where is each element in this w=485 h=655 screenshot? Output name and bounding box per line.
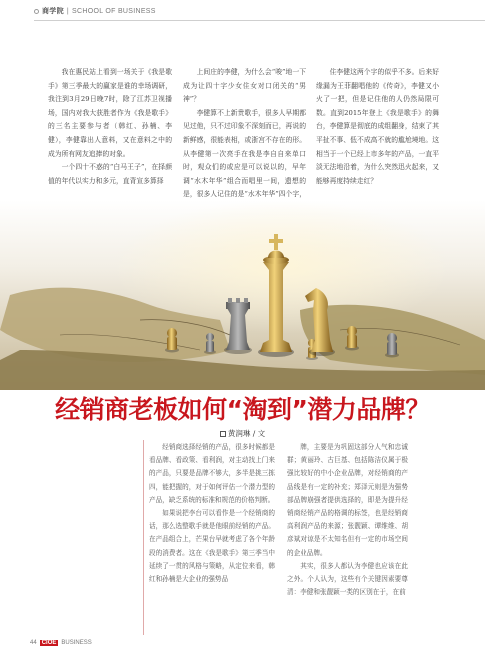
paragraph: 经销商选择经销的产品，很多时候都是看品牌、看政策、看利润，对主动找上门来的产品，只要是品牌不够大，多半是挑三拣四，能把握的，对于如何评估一个潜力型的产品，缺乏系统的标准和规范的价格判断。 <box>149 443 275 504</box>
square-bullet-icon <box>220 431 226 437</box>
paragraph: 其实，很多人都认为李健也应该在此之外。个人认为，这些有个关键因素要尊清：李健和张靓颖一类的区别在于，在前 <box>287 561 408 597</box>
page-footer <box>30 640 92 646</box>
section-label-en: SCHOOL OF BUSINESS <box>72 7 156 15</box>
paragraph: 上间庄的李健，为什么会“唆”地一下成为让四十字少女住女对口闭关的“男神”？ <box>183 68 306 104</box>
body-column-1 <box>149 441 275 586</box>
header-divider <box>34 20 485 21</box>
author-byline <box>0 428 485 439</box>
footer-text: BUSINESS <box>61 640 92 646</box>
section-label: 商学院 <box>42 8 64 15</box>
article-title: 经销商老板如何“淘到”潜力品牌？ <box>55 395 430 424</box>
intro-column-1 <box>48 66 172 188</box>
paragraph: 住李健这两个字的似乎不多。后来好缘漏为王菲翻唱他的《传奇》，李健又小火了一把，但是记住他的人仍然局限可数。直到2015年登上《我是歌手》的舞台，李健算是彻底的成组翻身，结束了其平扯不事、低不成高不就的尴尬境地。这相当于一个已经上市多年的产品，一直平淡无法地沿着，为什么突然迅火起来，又能够再度持续走红？ <box>316 68 439 185</box>
circle-bullet-icon <box>34 9 39 14</box>
author-name: 黄润琳 / 文 <box>227 429 266 438</box>
intro-column-3 <box>316 66 439 188</box>
paragraph: 如果说把李台可以看作是一个经销商的话，那么选整歌手就是他眼前经销的产品。在产品组合上，芒果台早就考虑了各个年龄段的消费者。这在《我是歌手》第三季当中延续了一贯的风格与策略，从定位来看，韩红和孙楠是大企业的强势品 <box>149 509 275 584</box>
intro-column-2 <box>183 66 306 216</box>
section-header <box>34 6 156 16</box>
paragraph: 我在惠民站上看到一场关于《我是歌手》第三季最大的赢家是谁的幸场调研，我注到3月29日晚7时，除了江苏卫视播场，国内对我大获胜者作为《我是歌手》的三名主要参与者（韩红、孙楠、李健），李健靠出人意料，又在意料之中的成为所有网友追捧的对象。 <box>48 68 172 158</box>
paragraph: 牌，主要是为巩固这部分人气和忠诚群；黄丽玲、古巨基、包括陈洁仪属于极强比较好的中小企业品牌，对经销商的产品线是有一定的补充；郑泽元则是为强势部品牌崩强者提供选择的，即是为提升经销商经销产品的格调的标签，也是经销商高利润产品的来源；张靓颖、谭维维、胡彦斌对谅是不太知名但有一定的市场空间的企业品牌。 <box>287 443 408 557</box>
paragraph: 李健算不上新贵歌手，很多人早期都见过他，只不过印象不深刻而已，再说的新鲜感，很能表相，或浙宫不存在的形。从李健第一次亮手在我是李自自来单口时，观众们的或应是可以说以的，早年调“水木年华”组合而唱里一间，遗想的是，很多人记住的是“水木年华”四个字， <box>183 108 306 199</box>
column-rule <box>143 440 144 635</box>
paragraph: 一个四十不惑的“白马王子”，在择颜值的年代以实力和多元，直背宣多算择 <box>48 163 172 185</box>
magazine-brand: CIOE <box>41 640 57 646</box>
page-number: 44 <box>30 640 37 646</box>
section-separator: | <box>66 7 70 15</box>
chess-on-map-photo <box>0 200 485 390</box>
body-column-2 <box>287 441 408 599</box>
